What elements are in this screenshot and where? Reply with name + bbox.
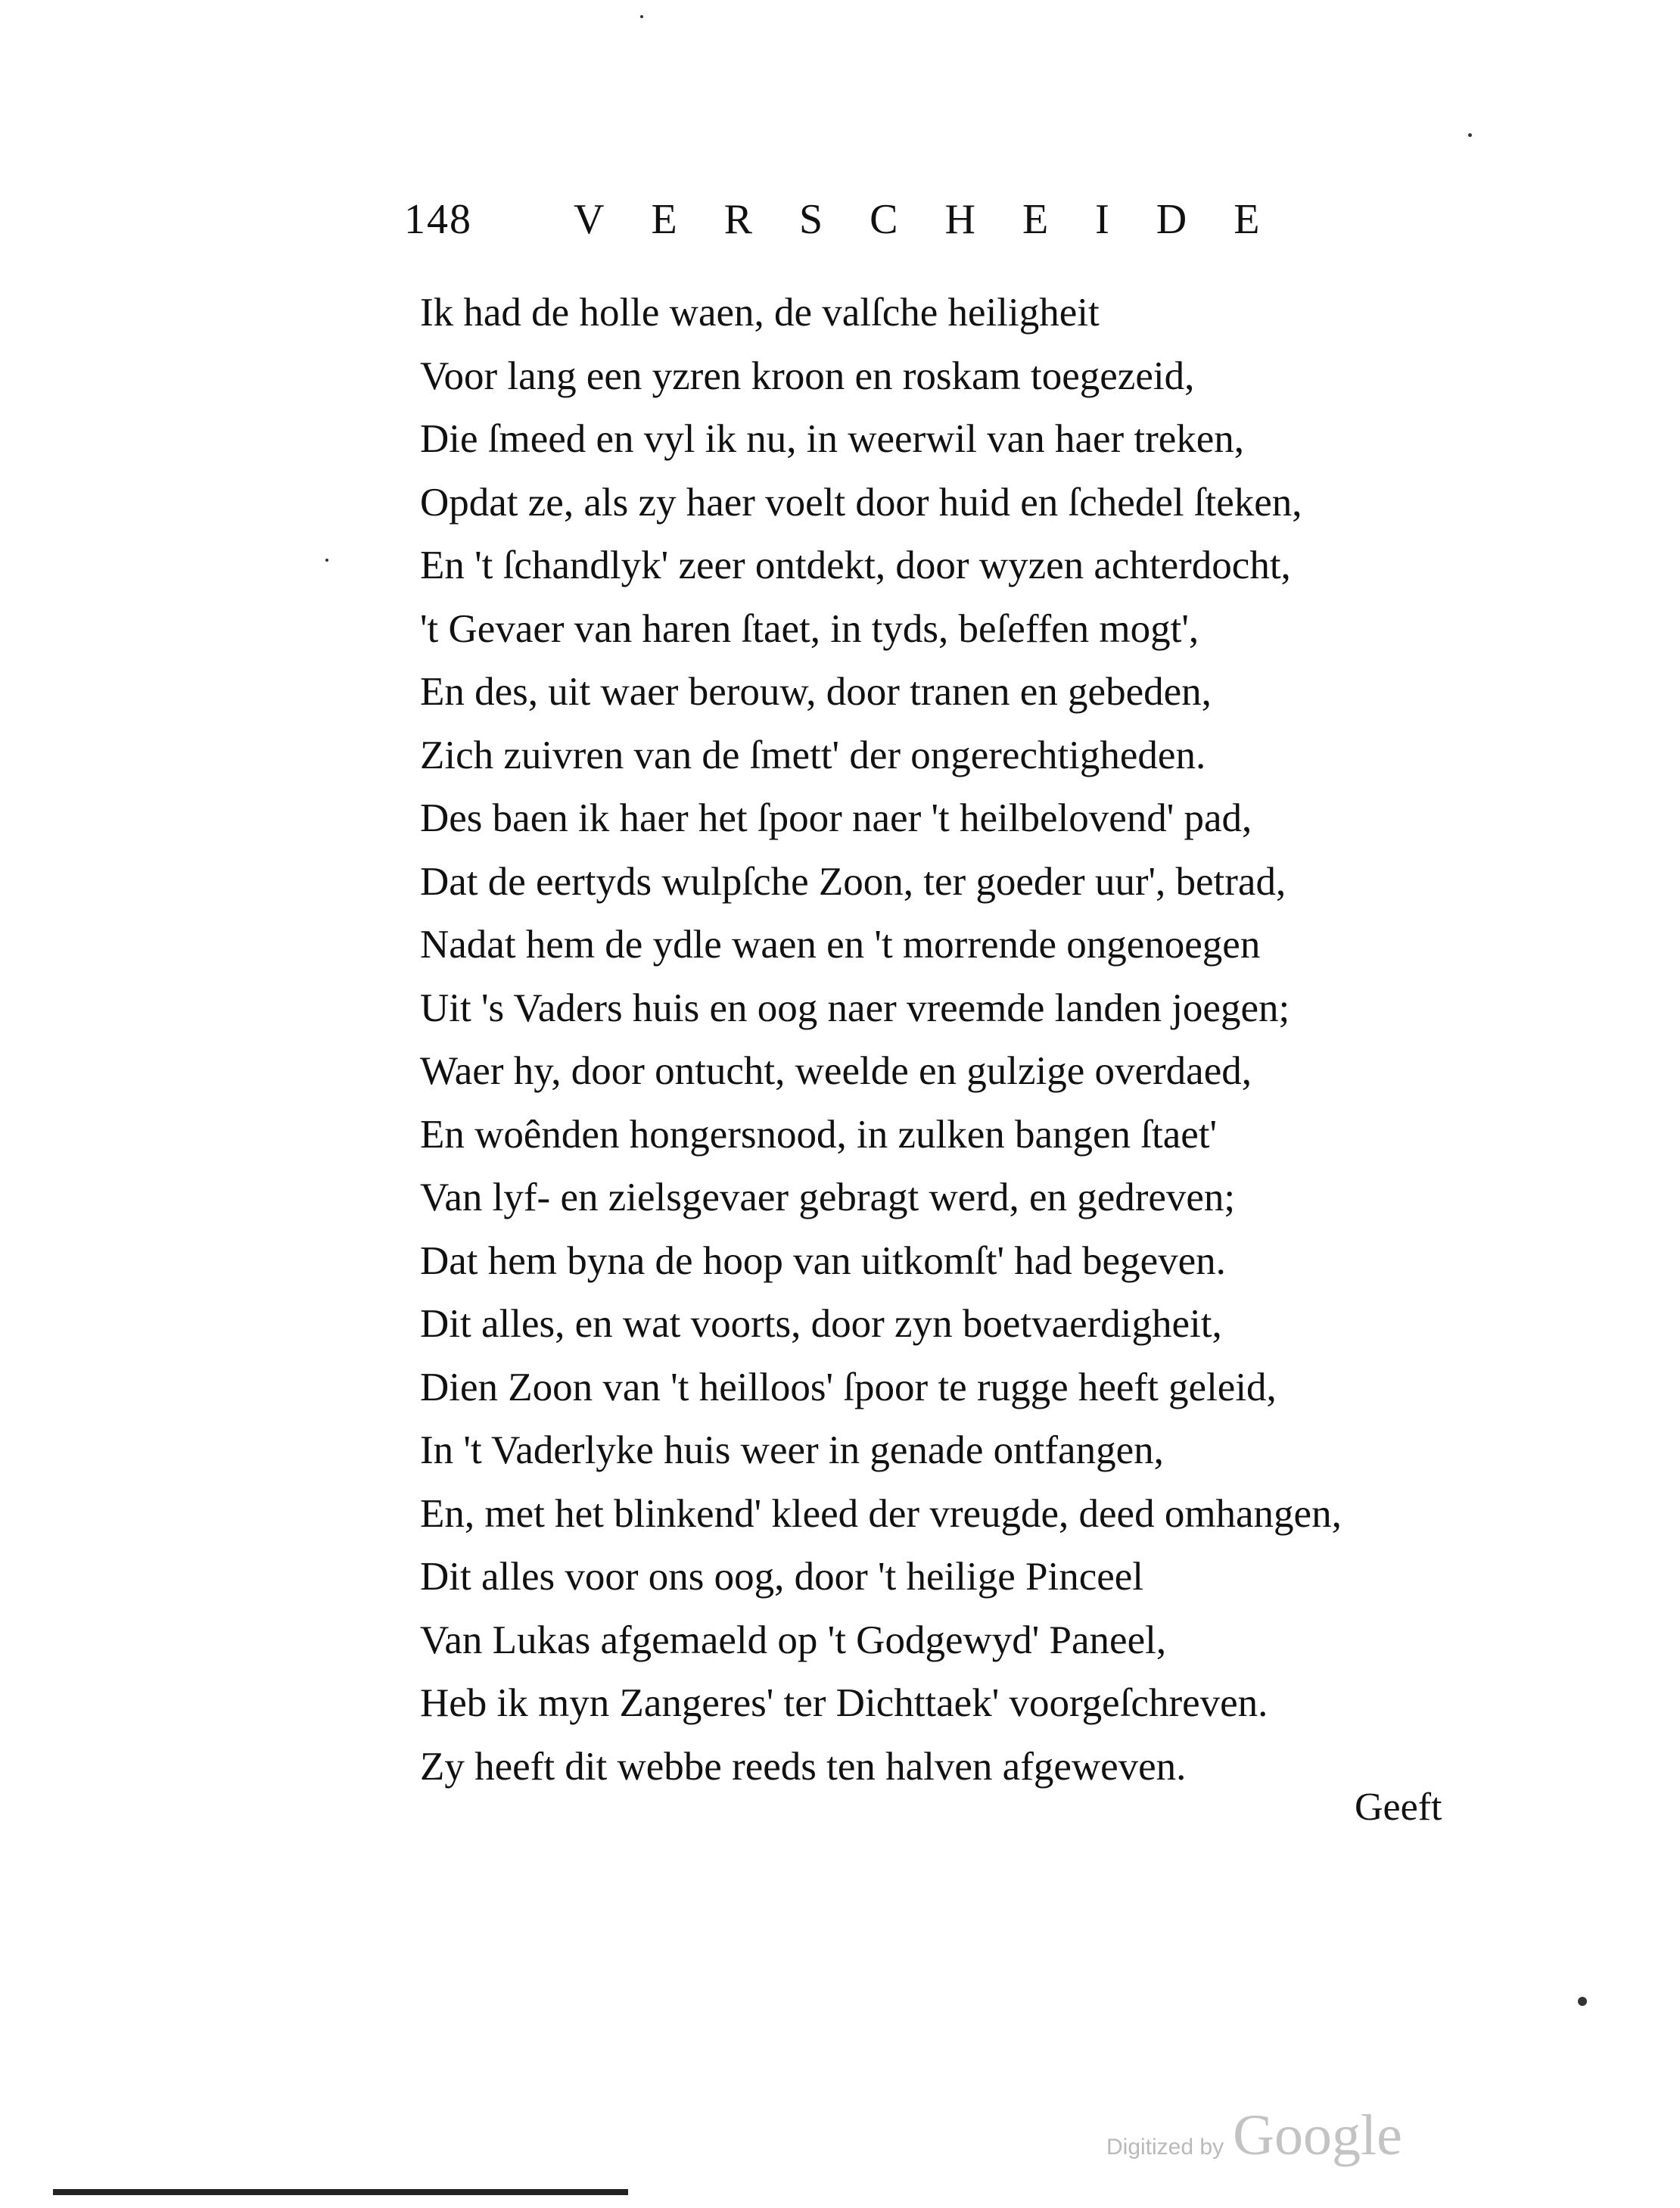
poem-line: Opdat ze, als zy haer voelt door huid en ſchedel ſteken, — [420, 480, 1302, 525]
poem-line: Ik had de holle waen, de valſche heiligheit — [420, 291, 1100, 335]
ink-speck — [325, 559, 328, 562]
poem-line: Dit alles, en wat voorts, door zyn boetvaerdigheit, — [420, 1302, 1222, 1346]
poem-line: Dat de eertyds wulpſche Zoon, ter goeder uur', betrad, — [420, 859, 1286, 904]
poem-line: In 't Vaderlyke huis weer in genade ontfangen, — [420, 1428, 1164, 1472]
ink-speck — [1468, 133, 1472, 137]
poem-line: 't Gevaer van haren ſtaet, in tyds, beſeffen mogt', — [420, 606, 1199, 651]
poem-line: En, met het blinkend' kleed der vreugde, deed omhangen, — [420, 1491, 1342, 1536]
poem-line: Nadat hem de ydle waen en 't morrende ongenoegen — [420, 923, 1261, 967]
poem-line: Dit alles voor ons oog, door 't heilige Pinceel — [420, 1555, 1144, 1599]
poem-line: Heb ik myn Zangeres' ter Dichttaek' voorgeſchreven. — [420, 1681, 1268, 1725]
poem-line: Dien Zoon van 't heilloos' ſpoor te rugge heeft geleid, — [420, 1365, 1277, 1409]
digitized-label: Digitized by — [1106, 2135, 1224, 2160]
poem-line: Dat hem byna de hoop van uitkomſt' had begeven. — [420, 1238, 1226, 1283]
poem-line: Van Lukas afgemaeld op 't Godgewyd' Paneel, — [420, 1618, 1167, 1662]
poem-line: Des baen ik haer het ſpoor naer 't heilbelovend' pad, — [420, 796, 1252, 840]
running-title: VERSCHEIDE — [574, 196, 1307, 243]
digitized-watermark — [1106, 2103, 1402, 2171]
poem-line: Waer hy, door ontucht, weelde en gulzige overdaed, — [420, 1049, 1252, 1093]
poem-line: En 't ſchandlyk' zeer ontdekt, door wyzen achterdocht, — [420, 543, 1291, 587]
catchword: Geeft — [1355, 1786, 1442, 1829]
poem-line: Van lyf- en zielsgevaer gebragt werd, en gedreven; — [420, 1176, 1236, 1219]
poem-line: Zy heeft dit webbe reeds ten halven afgeweven. — [420, 1744, 1187, 1789]
poem-line: En des, uit waer berouw, door tranen en gebeden, — [420, 670, 1212, 714]
poem-line: Zich zuivren van de ſmett' der ongerechtigheden. — [420, 733, 1206, 777]
google-logo: Google — [1233, 2104, 1402, 2167]
poem-line: Uit 's Vaders huis en oog naer vreemde landen joegen; — [420, 986, 1290, 1030]
poem-line: Voor lang een yzren kroon en roskam toegezeid, — [420, 353, 1195, 398]
page-header — [400, 195, 1406, 263]
poem-line: En woênden hongersnood, in zulken bangen ſtaet' — [420, 1112, 1218, 1157]
ink-speck — [640, 15, 643, 18]
poem-text — [420, 282, 1479, 1798]
poem-line: Die ſmeed en vyl ik nu, in weerwil van haer treken, — [420, 417, 1245, 461]
page-number: 148 — [404, 196, 472, 243]
scan-edge-artifact — [53, 2189, 628, 2195]
ink-speck — [1578, 1997, 1587, 2006]
